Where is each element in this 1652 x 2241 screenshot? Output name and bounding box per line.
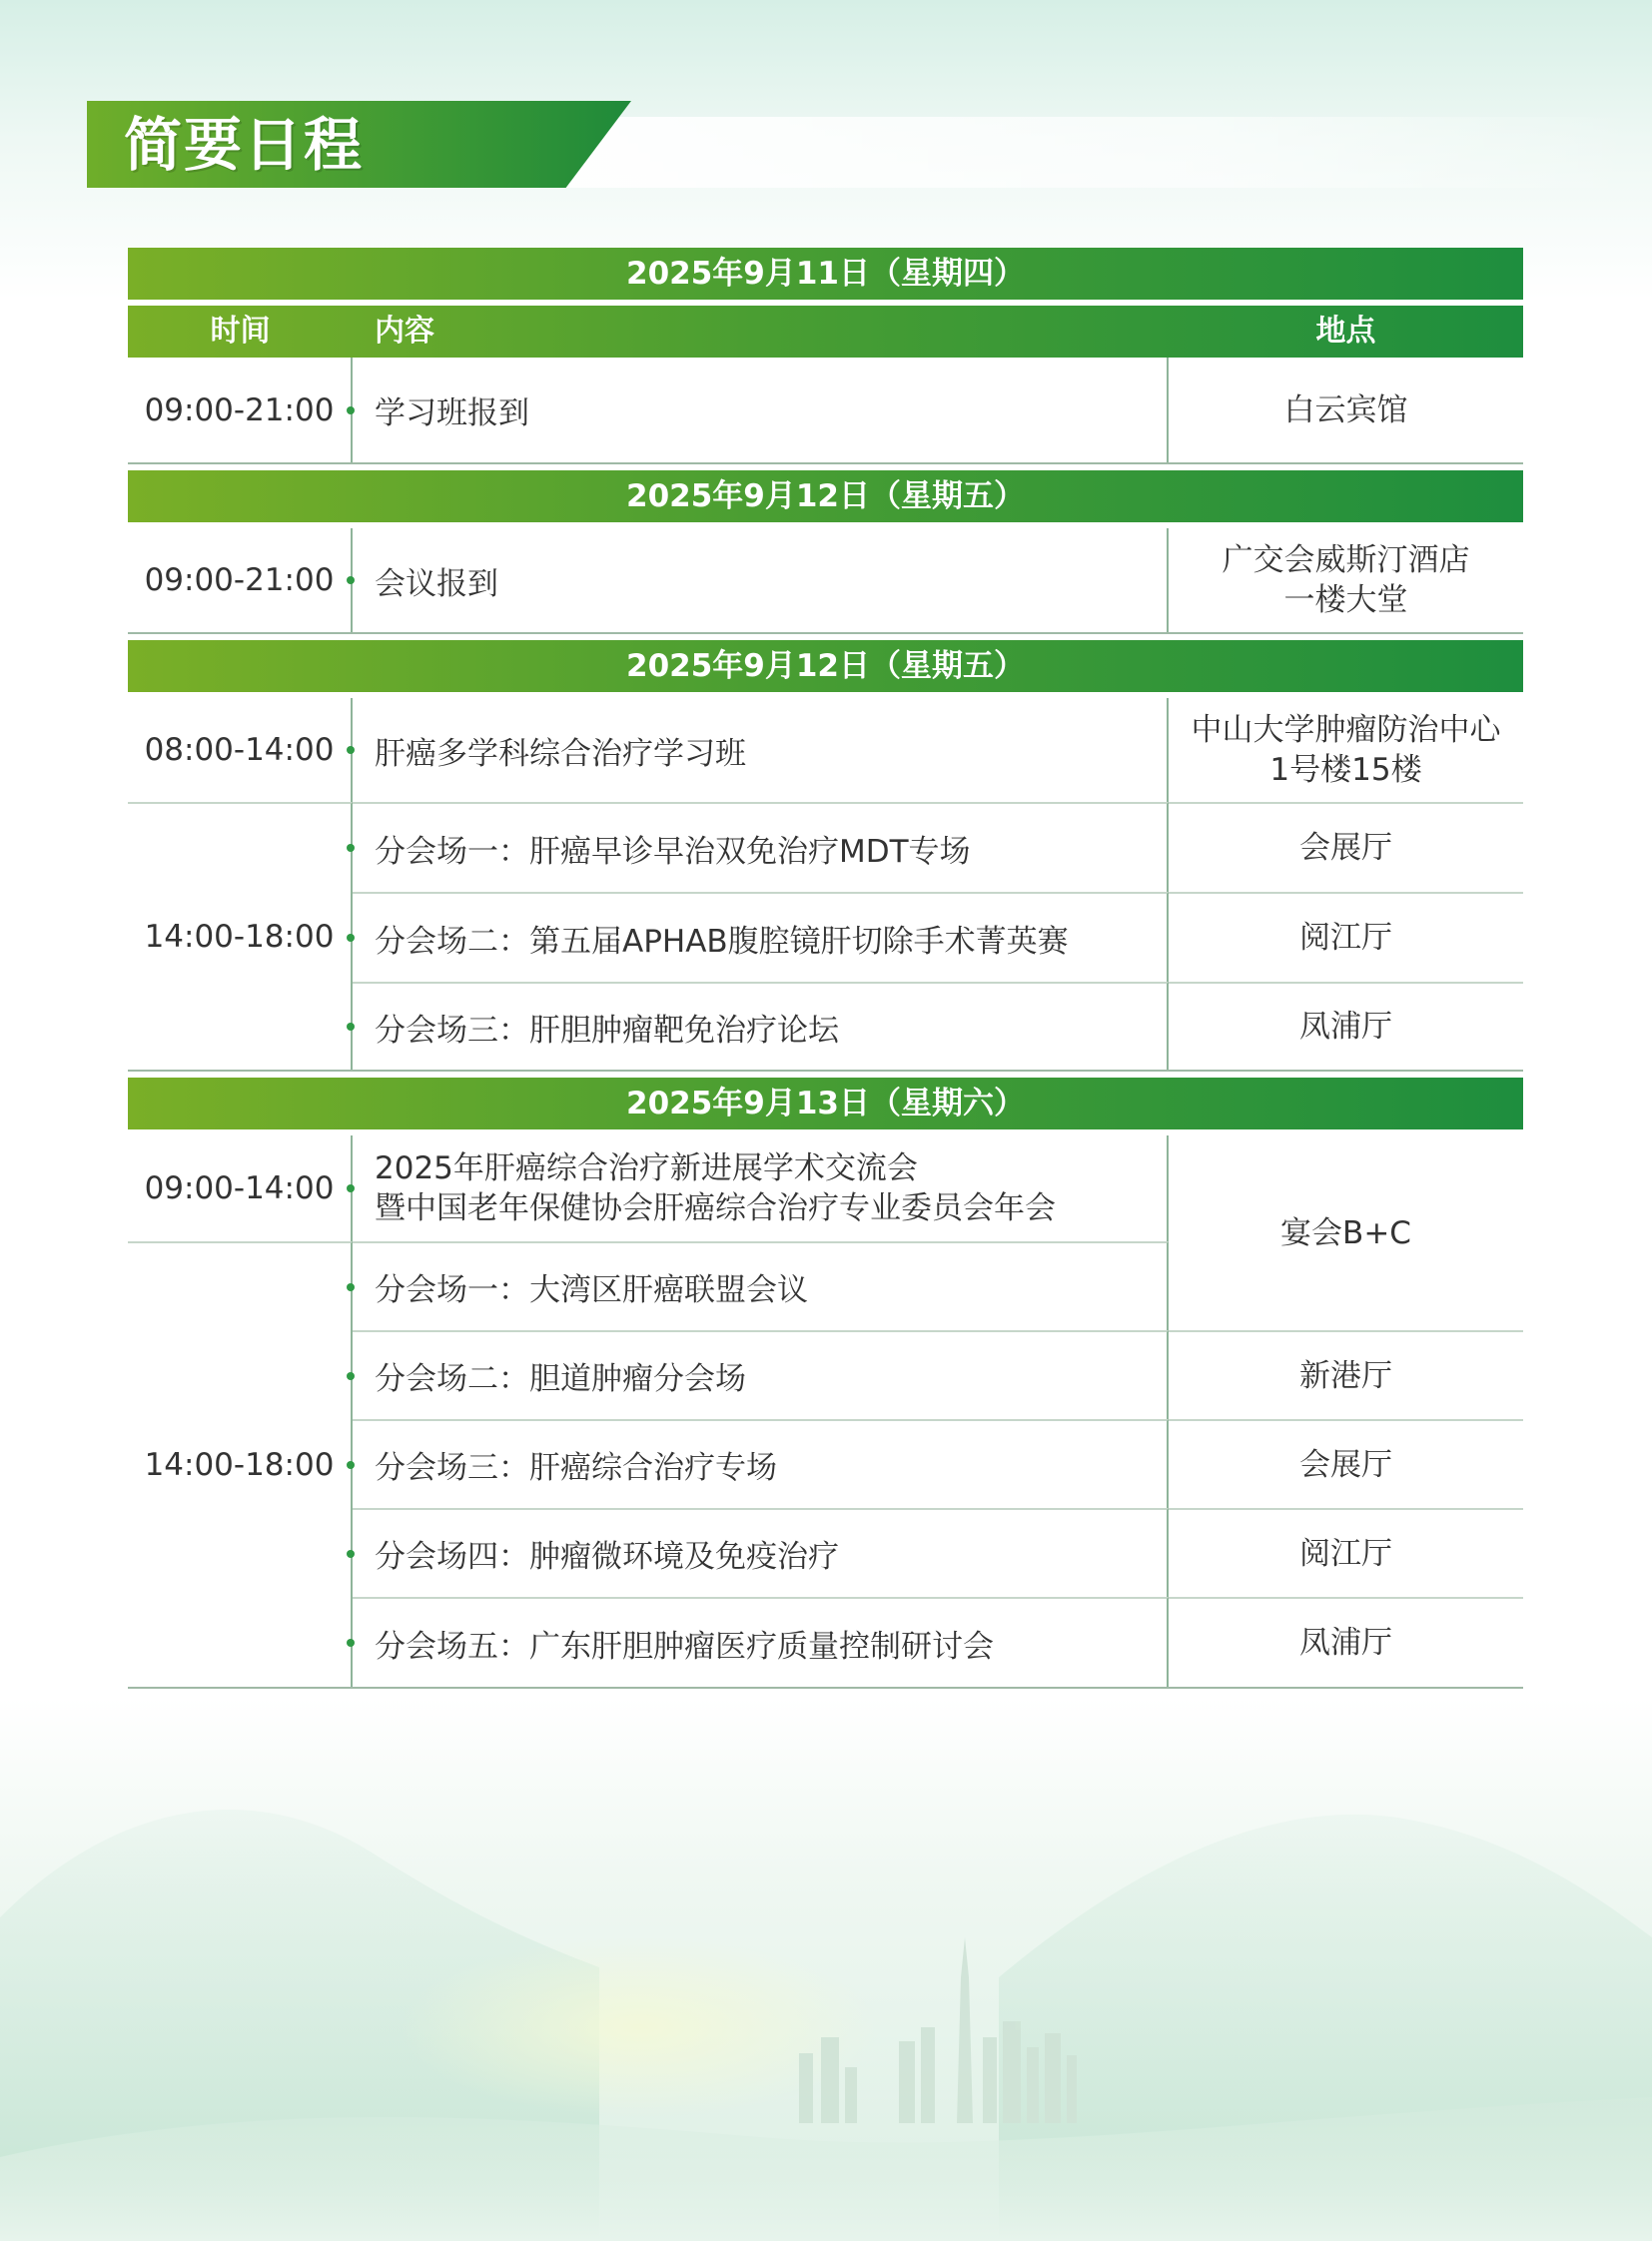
- bullet-dot-icon: [347, 1550, 355, 1558]
- time-cell: 14:00-18:00: [128, 802, 353, 1070]
- place-line-2: 一楼大堂: [1283, 582, 1408, 618]
- schedule-row: [128, 528, 1523, 634]
- place-cell-merged: 宴会B+C: [1280, 1214, 1411, 1251]
- content-cell: [353, 358, 1169, 462]
- place-cell: 阅江厅: [1169, 1508, 1523, 1597]
- content-cell: [353, 1419, 1169, 1508]
- content-cell: [353, 1508, 1169, 1597]
- content-text: 分会场一：肝癌早诊早治双免治疗MDT专场: [375, 833, 971, 870]
- content-text: 分会场三：肝胆肿瘤靶免治疗论坛: [375, 1012, 839, 1049]
- bullet-dot-icon: [347, 844, 355, 852]
- title-fade: [559, 117, 1638, 188]
- column-header-content: 内容: [375, 314, 434, 349]
- content-line-2: 暨中国老年保健协会肝癌综合治疗专业委员会年会: [375, 1190, 1056, 1226]
- place-cell: 阅江厅: [1169, 892, 1523, 982]
- time-cell: 14:00-18:00: [128, 1241, 353, 1687]
- place-cell: 会展厅: [1169, 1419, 1523, 1508]
- page-title: 简要日程: [124, 111, 365, 179]
- content-text: 分会场三：肝癌综合治疗专场: [375, 1450, 777, 1486]
- date-header: 2025年9月12日（星期五）: [128, 640, 1523, 692]
- time-cell: 09:00-21:00: [128, 358, 353, 462]
- time-cell: 08:00-14:00: [128, 698, 353, 802]
- bullet-dot-icon: [347, 1283, 355, 1291]
- bullet-dot-icon: [347, 406, 355, 414]
- place-cell: 新港厅: [1169, 1330, 1523, 1419]
- place-line-2: 1号楼15楼: [1269, 752, 1422, 788]
- schedule-block: [128, 1135, 1523, 1689]
- date-header: 2025年9月11日（星期四）: [128, 248, 1523, 300]
- place-cell: 凤浦厅: [1169, 982, 1523, 1070]
- content-text: 肝癌多学科综合治疗学习班: [375, 735, 746, 772]
- column-header-time: 时间: [210, 314, 271, 349]
- bullet-dot-icon: [347, 934, 355, 942]
- place-line-1: 中山大学肿瘤防治中心: [1191, 712, 1501, 748]
- time-cell: 09:00-21:00: [128, 528, 353, 632]
- content-line-1: 2025年肝癌综合治疗新进展学术交流会: [375, 1150, 918, 1186]
- content-text: 分会场五：广东肝胆肿瘤医疗质量控制研讨会: [375, 1628, 994, 1665]
- schedule-block: [128, 698, 1523, 1072]
- place-cell: 白云宾馆: [1283, 391, 1408, 428]
- content-cell: [353, 1330, 1169, 1419]
- content-cell: [353, 892, 1169, 982]
- content-cell: [353, 698, 1169, 802]
- place-cell: [1169, 698, 1523, 802]
- column-header-place: 地点: [1315, 314, 1376, 349]
- content-text: 学习班报到: [375, 395, 529, 431]
- date-header: 2025年9月13日（星期六）: [128, 1078, 1523, 1129]
- bullet-dot-icon: [347, 1184, 355, 1192]
- content-text: 分会场二：第五届APHAB腹腔镜肝切除手术菁英赛: [375, 923, 1069, 960]
- content-cell: [353, 802, 1169, 892]
- content-cell: [353, 982, 1169, 1070]
- bullet-dot-icon: [347, 1372, 355, 1380]
- content-text: 会议报到: [375, 565, 498, 602]
- bullet-dot-icon: [347, 1023, 355, 1031]
- content-cell: [353, 1597, 1169, 1687]
- content-text: 分会场一：大湾区肝癌联盟会议: [375, 1272, 808, 1308]
- schedule-table: [128, 248, 1523, 1689]
- schedule-row: [128, 358, 1523, 464]
- landscape-decoration: [0, 1738, 1652, 2241]
- column-header-row: [128, 306, 1523, 358]
- bullet-dot-icon: [347, 1639, 355, 1647]
- bullet-dot-icon: [347, 576, 355, 584]
- place-cell: 凤浦厅: [1169, 1597, 1523, 1687]
- content-cell: [353, 528, 1169, 632]
- bullet-dot-icon: [347, 746, 355, 754]
- place-cell: 会展厅: [1169, 802, 1523, 892]
- content-text: 分会场二：胆道肿瘤分会场: [375, 1361, 746, 1397]
- content-cell: [353, 1135, 1169, 1241]
- place-cell: [1169, 528, 1523, 632]
- date-header: 2025年9月12日（星期五）: [128, 470, 1523, 522]
- content-cell: [353, 1241, 1169, 1330]
- bullet-dot-icon: [347, 1461, 355, 1469]
- content-text: 分会场四：肿瘤微环境及免疫治疗: [375, 1539, 839, 1575]
- place-line-1: 广交会威斯汀酒店: [1222, 542, 1470, 578]
- time-cell: 09:00-14:00: [128, 1135, 353, 1241]
